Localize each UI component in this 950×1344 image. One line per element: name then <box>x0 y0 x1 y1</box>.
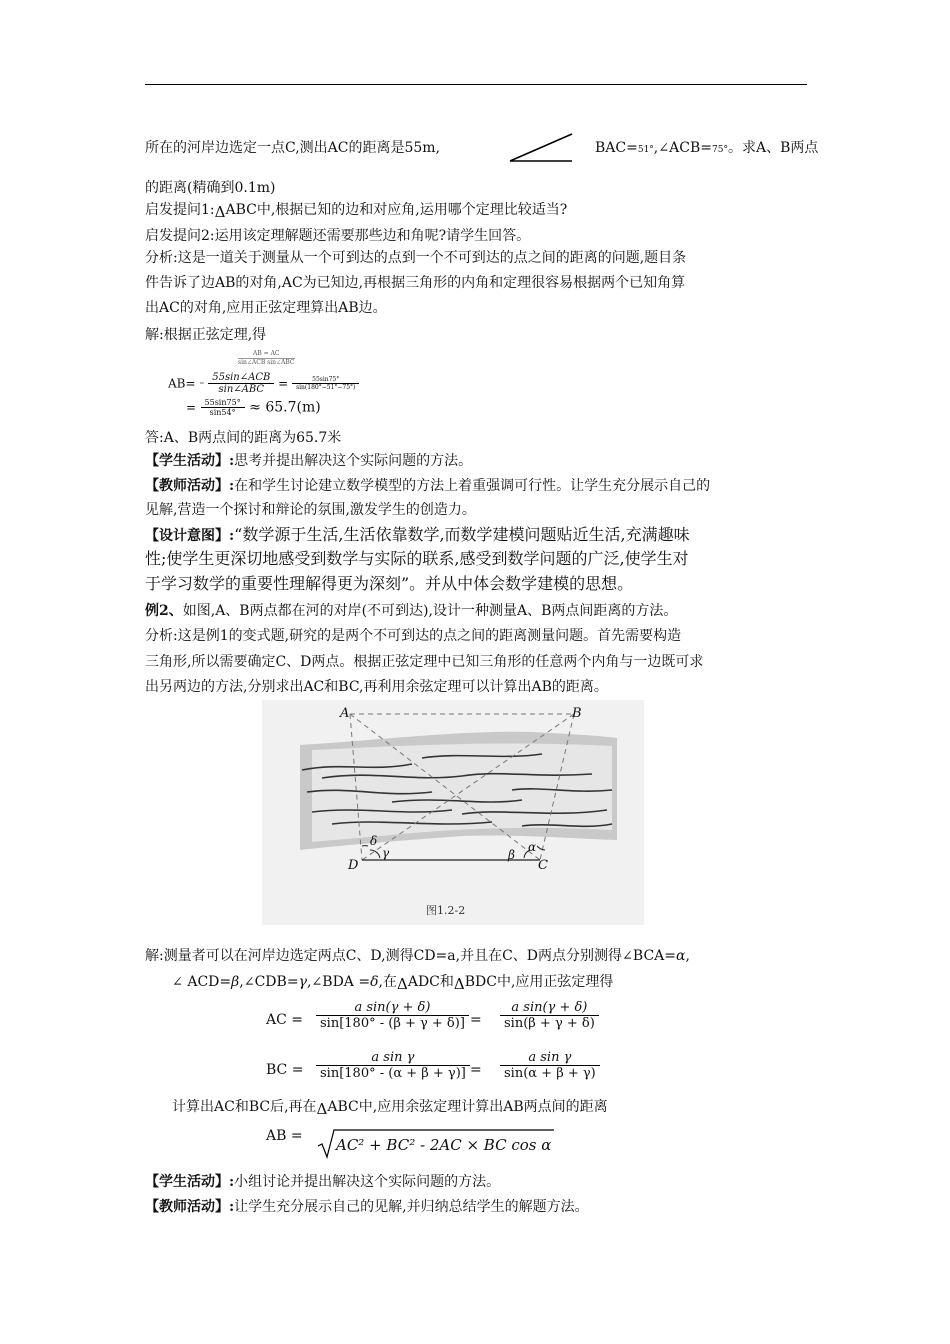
header-rule <box>145 84 807 85</box>
beta-symbol: β <box>231 974 240 990</box>
bc-fraction-2 <box>500 1050 600 1081</box>
point-c-label: C <box>538 858 548 873</box>
figure-caption: 图1.2-2 <box>426 904 466 917</box>
tiny-ac: AC <box>270 350 280 357</box>
example-2-text: 如图,A、B两点都在河的对岸(不可到达),设计一种测量A、B两点间距离的方法。 <box>182 603 678 619</box>
design-intent-text-2: 性;使学生更深切地感受到数学与实际的联系,感受到数学问题的广泛,使学生对 <box>145 549 689 568</box>
bc-eq-label: BC = <box>266 1062 304 1078</box>
delta-symbol: δ <box>370 974 379 990</box>
design-intent-tag: 【设计意图】: <box>145 528 235 544</box>
ac-numerator-1: a sin(γ + δ) <box>316 1000 469 1016</box>
river-figure-svg <box>262 700 644 925</box>
formula1-row2 <box>186 398 321 417</box>
calc-line <box>172 1096 608 1117</box>
student-activity-2-text: 小组讨论并提出解决这个实际问题的方法。 <box>234 1174 501 1190</box>
solution-2-text-g: ADC和 <box>407 974 454 990</box>
student-activity-tag: 【学生活动】: <box>145 453 235 469</box>
comma: , <box>653 140 659 156</box>
student-activity-2 <box>145 1172 500 1192</box>
intro-line-2: 的距离(精确到0.1m) <box>145 180 276 196</box>
bca-label: BCA= <box>632 948 677 964</box>
final-denominator: sin54° <box>209 408 236 417</box>
ac-numerator-2: a sin(γ + δ) <box>500 1000 599 1016</box>
final-numerator: 55sin75° <box>201 398 245 408</box>
bc-numerator-2: a sin γ <box>500 1050 600 1066</box>
design-intent-text-3: 于学习数学的重要性理解得更为深刻”。并从中体会数学建模的思想。 <box>145 574 634 593</box>
intro-line-1-right <box>595 138 818 160</box>
acd-label: ACD= <box>182 974 232 990</box>
triangle-symbol-abc: Δ <box>316 1100 328 1118</box>
example-2-analysis-3: 出另两边的方法,分别求出AC和BC,再利用余弦定理可以计算出AB的距离。 <box>145 679 608 695</box>
river-inner <box>312 743 612 842</box>
bc-numerator-1: a sin γ <box>316 1050 470 1066</box>
intro-text-a: 所在的河岸边选定一点C,测出AC的距离是55m, <box>145 140 441 156</box>
formula1-tiny-fraction: AB = AC sin∠ACB sin∠ABC <box>238 350 295 366</box>
angle-delta-label: δ <box>370 834 378 848</box>
ac-fraction-2 <box>500 1000 599 1031</box>
triangle-symbol: Δ <box>214 203 226 221</box>
teacher-activity-text-2: 见解,营造一个探讨和辩论的氛围,激发学生的创造力。 <box>145 502 476 518</box>
formula1-fraction-final <box>201 398 245 417</box>
example-2 <box>145 601 677 621</box>
angle-alpha-label: α <box>528 840 537 854</box>
ab-radicand: AC² + BC² - 2AC × BC cos α <box>336 1136 552 1154</box>
bc-denominator-2: sin(α + β + γ) <box>504 1066 596 1081</box>
angle-ray-slanted <box>510 134 572 161</box>
tiny-sin-abc: sin∠ABC <box>267 359 295 366</box>
mid-denominator: sin∠ABC <box>218 384 265 395</box>
teacher-activity-1 <box>145 476 710 496</box>
question-2: 启发提问2:运用该定理解题还需要那些边和角呢?请学生回答。 <box>145 228 531 244</box>
bc-denominator-1: sin[180° - (α + β + γ)] <box>320 1066 466 1081</box>
angle-beta-label: β <box>508 848 515 862</box>
point-b-label: B <box>572 706 582 721</box>
bda-label: BDA = <box>322 974 371 990</box>
bc-eq-sign: = <box>470 1062 482 1078</box>
solution-intro: 解:根据正弦定理,得 <box>145 327 267 343</box>
ac-fraction-1 <box>316 1000 469 1031</box>
triangle-symbol-adc: Δ <box>397 975 408 993</box>
acb-degree: 75° <box>712 145 728 155</box>
teacher-activity-2 <box>145 1197 589 1217</box>
question-1-label: 启发提问1: <box>145 202 215 218</box>
design-intent-1 <box>145 525 690 546</box>
student-activity-text: 思考并提出解决这个实际问题的方法。 <box>234 453 473 469</box>
question-1-text: ABC中,根据已知的边和对应角,运用哪个定理比较适当? <box>225 202 568 218</box>
bc-fraction-1 <box>316 1050 470 1081</box>
example-2-analysis-1: 分析:这是例1的变式题,研究的是两个不可到达的点之间的距离测量问题。首先需要构造 <box>145 628 682 644</box>
right-denominator: sin(180°−51°−75°) <box>296 384 356 391</box>
ac-denominator-1: sin[180° - (β + γ + δ)] <box>320 1016 465 1031</box>
angle-gamma-label: γ <box>382 846 390 860</box>
solution-2-text-f: ,在 <box>378 974 397 990</box>
teacher-activity-text: 在和学生讨论建立数学模型的方法上着重强调可行性。让学生充分展示自己的 <box>234 478 711 494</box>
alpha-symbol: α <box>676 948 686 964</box>
tiny-ab: AB <box>252 350 262 357</box>
arc-alpha <box>537 846 545 850</box>
student-activity-1 <box>145 451 472 471</box>
example-2-analysis-2: 三角形,所以需要确定C、D两点。根据正弦定理中已知三角形的任意两个内角与一边既可求 <box>145 654 704 670</box>
solution-2-line-2 <box>172 971 613 993</box>
formula1-fraction-right <box>292 376 359 391</box>
tiny-sin-acb: sin∠ACB <box>238 359 266 366</box>
ab-label: AB= <box>168 376 196 391</box>
river-figure <box>262 700 644 925</box>
acb-label: ACB= <box>669 140 712 156</box>
answer-line: 答:A、B两点间的距离为65.7米 <box>145 430 342 446</box>
formula1-eq3: = <box>186 400 197 415</box>
point-d-label: D <box>348 858 359 873</box>
formula1-result: ≈ 65.7(m) <box>249 399 321 416</box>
solution-2-text-a: 解:测量者可以在河岸边选定两点C、D,测得CD=a,并且在C、D两点分别测得 <box>145 948 623 964</box>
question-1 <box>145 199 567 220</box>
right-numerator: 55sin75° <box>292 376 359 384</box>
ac-denominator-2: sin(β + γ + δ) <box>504 1016 595 1031</box>
bac-label: BAC= <box>595 140 638 156</box>
angle-symbol: ∠ <box>658 141 670 156</box>
comma-2: , <box>685 948 690 964</box>
analysis-line-2: 件告诉了边AB的对角,AC为已知边,再根据三角形的内角和定理很容易根据两个已知角算 <box>145 275 686 291</box>
solution-2-line-1 <box>145 946 690 967</box>
comma-3: , <box>239 974 244 990</box>
intro-line-1 <box>145 138 440 158</box>
angle-figure <box>508 132 574 164</box>
bac-degree: 51° <box>637 145 654 155</box>
comma-4: , <box>306 974 312 990</box>
intro-text-e: 。求A、B两点 <box>727 140 819 156</box>
ab-eq-label: AB = <box>266 1128 303 1144</box>
teacher-activity-tag: 【教师活动】: <box>145 478 235 494</box>
gamma-symbol: γ <box>298 974 307 990</box>
cdb-label: CDB= <box>254 974 299 990</box>
formula1-eq2: = <box>278 376 289 391</box>
design-intent-text-1: “数学源于生活,生活依靠数学,而数学建模问题贴近生活,充满趣味 <box>234 525 690 544</box>
angle-symbol-cdb: ∠ <box>243 975 255 990</box>
triangle-symbol-bdc: Δ <box>453 975 465 993</box>
mid-numerator: 55sin∠ACB <box>208 372 274 384</box>
example-2-tag: 例2、 <box>145 603 183 619</box>
teacher-activity-2-tag: 【教师活动】: <box>145 1199 235 1215</box>
point-a-label: A <box>340 706 350 721</box>
ac-eq-sign: = <box>470 1012 482 1028</box>
angle-symbol-bda: ∠ <box>311 975 323 990</box>
formula1-fraction-mid <box>208 372 274 395</box>
angle-symbol-acd: ∠ <box>172 975 183 990</box>
ac-eq-label: AC = <box>266 1012 304 1028</box>
formula1-row1 <box>168 372 359 395</box>
formula1-eq1: = <box>199 380 205 387</box>
calc-text-a: 计算出AC和BC后,再在 <box>172 1099 317 1115</box>
calc-text-b: ABC中,应用余弦定理计算出AB两点间的距离 <box>327 1099 608 1115</box>
analysis-line-3: 出AC的对角,应用正弦定理算出AB边。 <box>145 300 387 316</box>
solution-2-text-h: BDC中,应用正弦定理得 <box>464 974 614 990</box>
student-activity-2-tag: 【学生活动】: <box>145 1174 235 1190</box>
angle-symbol-bca: ∠ <box>622 949 633 964</box>
analysis-line-1: 分析:这是一道关于测量从一个可到达的点到一个不可到达的点之间的距离的问题,题目条 <box>145 250 687 266</box>
teacher-activity-2-text: 让学生充分展示自己的见解,并归纳总结学生的解题方法。 <box>234 1199 589 1215</box>
